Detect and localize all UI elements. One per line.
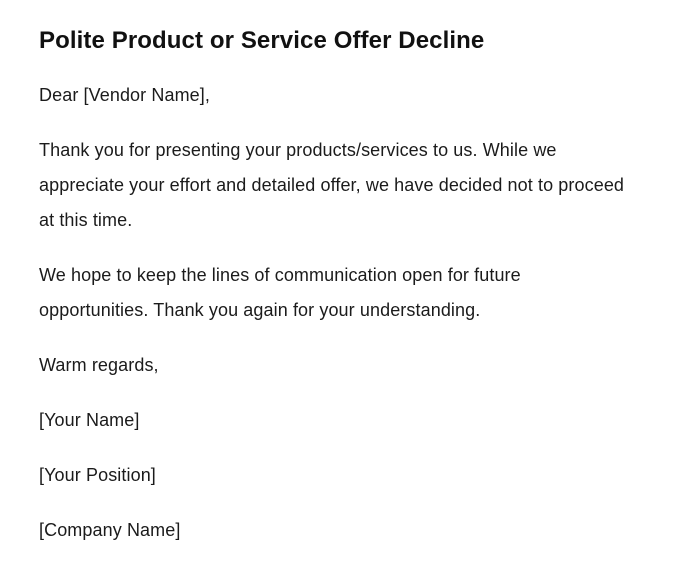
signature-position-line: [Your Position]	[39, 464, 156, 485]
signature-name-line: [Your Name]	[39, 409, 140, 430]
salutation-line: Dear [Vendor Name],	[39, 84, 210, 105]
body-paragraph-1: Thank you for presenting your products/services to us. While we appreciate your effort and detailed offer, we have decided not to proceed at this time.	[39, 139, 625, 230]
document-title: Polite Product or Service Offer Decline	[39, 27, 485, 54]
closing-line: Warm regards,	[39, 354, 159, 375]
body-paragraph-2: We hope to keep the lines of communication open for future opportunities. Thank you again for your understanding.	[39, 264, 521, 320]
signature-company-line: [Company Name]	[39, 519, 181, 540]
